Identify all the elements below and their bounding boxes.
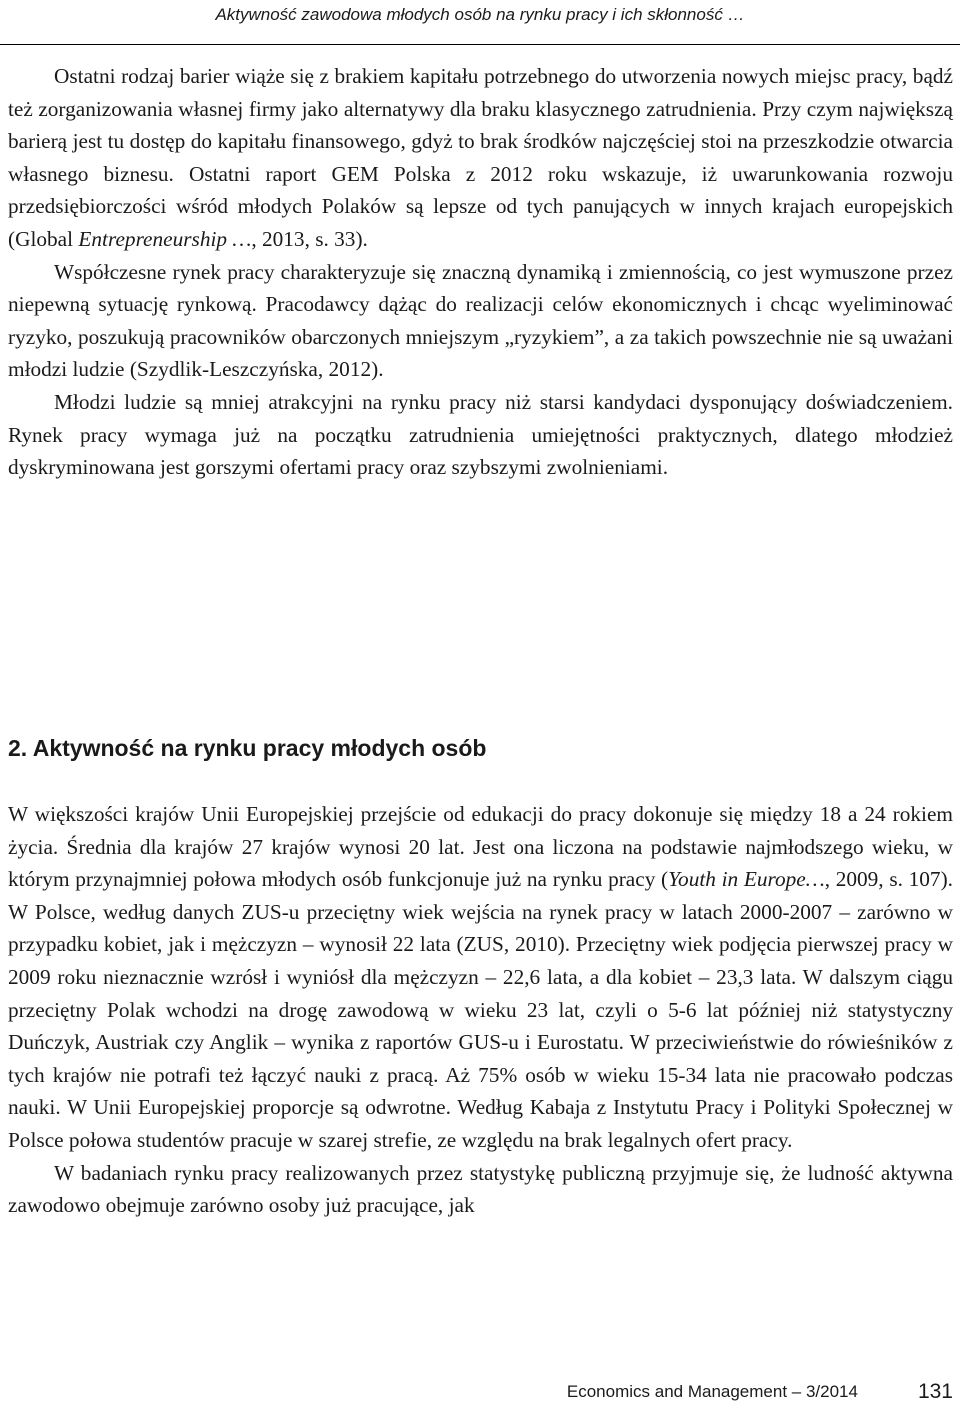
section-paragraph-1-citation-italic: Youth in Europe… [668,867,825,892]
section-heading: 2. Aktywność na rynku pracy młodych osób [8,735,487,761]
paragraph-3: Młodzi ludzie są mniej atrakcyjni na rynku pracy niż starsi kandydaci dysponujący doświadczeniem. Rynek pracy wymaga już na początku zatrudnienia umiejętności praktycznych, dlatego młodzież dyskryminowana jest gorszymi ofertami pracy oraz szybszymi zwolnieniami. [8,389,953,480]
running-header [0,0,960,45]
journal-name: Economics and Management – 3/2014 [566,1382,858,1401]
running-title: Aktywność zawodowa młodych osób na rynku pracy i ich skłonność … [215,5,745,24]
paragraph-1-citation-tail: , 2013, s. 33). [251,226,368,251]
section-paragraph-1-start: W większości krajów Unii Europejskiej przejście od edukacji do pracy dokonuje się między 18 a 24 rokiem życia. Średnia dla krajów 27 krajów wynosi 20 lat. Jest ona liczona na podstawie najmłodszego wieku, w którym przynajmniej połowa młodych osób funkcjonuje już na rynku pracy ( [8,802,953,892]
section-2 [8,732,953,1222]
section-paragraph-1 [8,798,953,1157]
paragraph-1-citation-italic: Entrepreneurship … [78,226,252,251]
paragraph-1 [8,60,953,256]
page-number: 131 [917,1380,953,1403]
body-text-top [8,60,953,484]
page-footer [567,1380,953,1404]
paragraph-2: Współczesne rynek pracy charakteryzuje się znaczną dynamiką i zmiennością, co jest wymuszone przez niepewną sytuację rynkową. Pracodawcy dążąc do realizacji celów ekonomicznych i chcąc wyeliminować ryzyko, poszukują pracowników obarczonych mniejszym „ryzykiem”, a za takich powszechnie nie są uważani młodzi ludzie (Szydlik-Leszczyńska, 2012). [8,259,953,382]
section-paragraph-1-end: , 2009, s. 107). W Polsce, według danych ZUS-u przeciętny wiek wejścia na rynek pracy w latach 2000-2007 – zarówno w przypadku kobiet, jak i mężczyzn – wynosił 22 lata (ZUS, 2010). Przeciętny wiek podjęcia pierwszej pracy w 2009 roku nieznacznie wzrósł i wyniósł dla mężczyzn – 22,6 lata, a dla kobiet – 23,3 lata. W dalszym ciągu przeciętny Polak wchodzi na drogę zawodową w wieku 23 lat, czyli o 5-6 lat później niż statystyczny Duńczyk, Austriak czy Anglik – wynika z raportów GUS-u i Eurostatu. W przeciwieństwie do rówieśników z tych krajów nie potrafi też łączyć nauki z pracą. Aż 75% osób w wieku 15-34 lata nie pracowało podczas nauki. W Unii Europejskiej proporcje są odwrotne. Według Kabaja z Instytutu Pracy i Polityki Społecznej w Polsce połowa studentów pracuje w szarej strefie, ze względu na brak legalnych ofert pracy. [8,867,953,1152]
paragraph-1-text: Ostatni rodzaj barier wiąże się z brakiem kapitału potrzebnego do utworzenia nowych miejsc pracy, bądź też zorganizowania własnej firmy jako alternatywy dla braku klasycznego zatrudnienia. Przy czym największą barierą jest tu dostęp do kapitału finansowego, gdyż to brak środków najczęściej stoi na przeszkodzie otwarcia własnego biznesu. Ostatni raport GEM Polska z 2012 roku wskazuje, iż uwarunkowania rozwoju przedsiębiorczości wśród młodych Polaków są lepsze od tych panujących w innych krajach europejskich (Global [8,64,953,251]
section-paragraph-2: W badaniach rynku pracy realizowanych przez statystykę publiczną przyjmuje się, że ludność aktywna zawodowo obejmuje zarówno osoby już pracujące, jak [8,1160,953,1218]
